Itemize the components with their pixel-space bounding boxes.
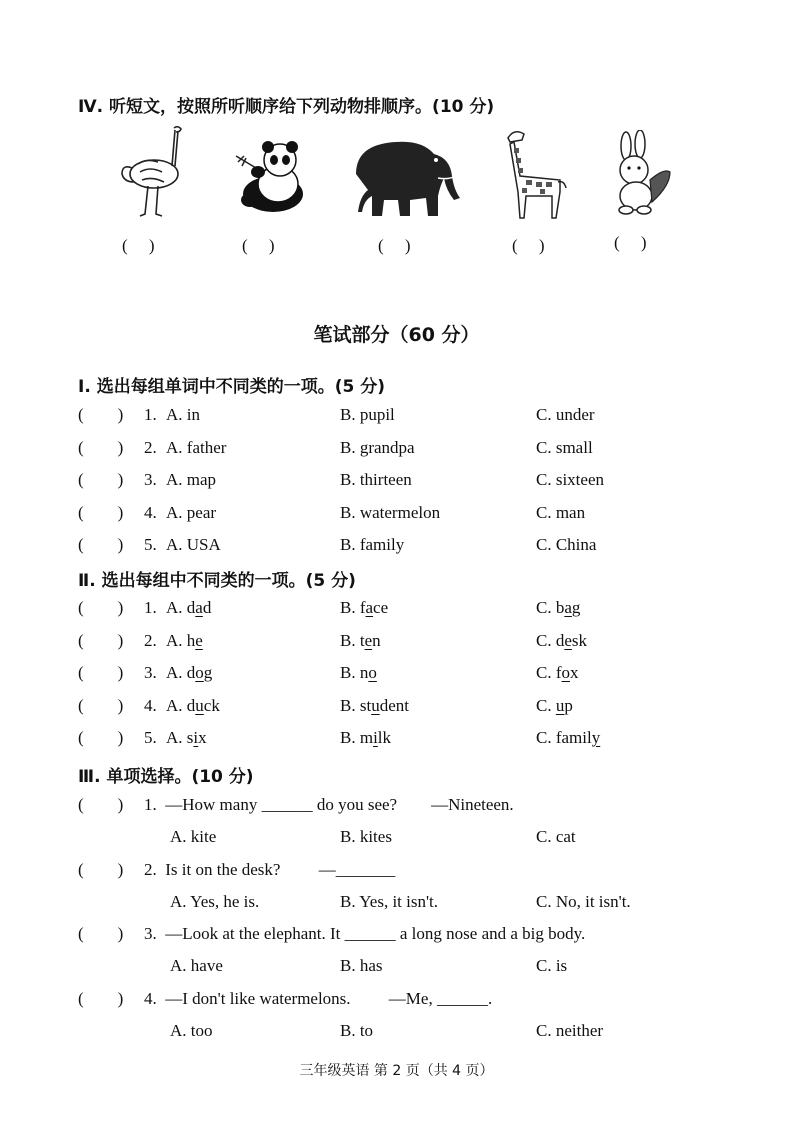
answer-bracket[interactable]: ( ) [78, 695, 124, 715]
option-suffix: lk [377, 728, 392, 747]
option-prefix: A. d [166, 663, 196, 682]
option-a [166, 728, 207, 748]
option-c [536, 598, 580, 618]
underlined-letter: y [591, 728, 601, 747]
option-suffix: g [571, 598, 581, 617]
underlined-letter: o [561, 663, 570, 682]
answer-blank-5[interactable]: ( ) [614, 233, 647, 252]
option-prefix: C. d [536, 630, 565, 650]
section2-row [78, 631, 718, 657]
option-prefix: B. t [340, 630, 365, 650]
option-b: B. to [340, 1020, 374, 1040]
option-c: C. man [536, 502, 586, 522]
option-b: B. pupil [340, 405, 395, 424]
section1-row [78, 503, 718, 529]
option-a: A. Yes, he is. [170, 891, 260, 911]
option-prefix: B. f [340, 598, 366, 617]
question-number: 4. [144, 695, 157, 715]
question-number: 3. [144, 663, 157, 682]
section3-options [78, 1021, 718, 1047]
answer-bracket[interactable]: ( ) [78, 470, 124, 489]
underlined-letter: u [555, 695, 565, 715]
section3-title: Ⅲ. 单项选择。(10 分) [78, 767, 254, 787]
listening-section-title: Ⅳ. 听短文，按照所听顺序给下列动物排顺序。(10 分) [78, 97, 495, 117]
ostrich-icon [112, 122, 192, 222]
option-prefix: C. famil [536, 728, 592, 747]
answer-bracket[interactable]: ( ) [78, 405, 124, 424]
underlined-letter: o [368, 663, 377, 682]
option-a: A. map [166, 470, 217, 489]
answer-bracket[interactable]: ( ) [78, 630, 124, 650]
option-c: C. cat [536, 827, 576, 846]
option-a: A. USA [166, 535, 221, 554]
option-b: B. grandpa [340, 437, 415, 457]
option-a [166, 663, 212, 683]
option-c: C. under [536, 405, 595, 424]
section2-row [78, 728, 718, 754]
section1-row [78, 438, 718, 464]
question-number: 5. [144, 728, 157, 747]
option-suffix: d [202, 598, 212, 617]
option-b: B. watermelon [340, 502, 441, 522]
option-a: A. kite [170, 827, 217, 846]
answer-bracket[interactable]: ( ) [78, 663, 124, 682]
option-c [536, 696, 573, 716]
option-c [536, 631, 587, 651]
question-number: 4. [144, 502, 157, 522]
option-c: C. No, it isn't. [536, 891, 631, 911]
option-prefix: A. s [166, 728, 194, 747]
section3-options [78, 892, 718, 918]
option-suffix: dent [379, 695, 409, 715]
option-a [166, 598, 211, 618]
question-text: 1. —How many ______ do you see? —Nineteen. [144, 795, 514, 814]
answer-bracket[interactable]: ( ) [78, 728, 124, 747]
answer-bracket[interactable]: ( ) [78, 988, 124, 1008]
option-b [340, 631, 381, 651]
option-prefix: A. d [166, 695, 196, 715]
underlined-letter: e [364, 630, 373, 650]
elephant-icon [346, 134, 466, 218]
section2-row [78, 598, 718, 624]
underlined-letter: i [193, 728, 199, 747]
answer-bracket[interactable]: ( ) [78, 924, 124, 943]
section2-row [78, 696, 718, 722]
underlined-letter: a [564, 598, 572, 617]
section2-title: Ⅱ. 选出每组中不同类的一项。(5 分) [78, 571, 356, 591]
option-a: A. in [166, 405, 200, 424]
option-b [340, 728, 391, 748]
option-a [166, 696, 220, 716]
answer-bracket[interactable]: ( ) [78, 795, 124, 814]
option-b: B. Yes, it isn't. [340, 891, 439, 911]
underlined-letter: a [365, 598, 374, 617]
option-a: A. father [166, 437, 227, 457]
option-suffix: sk [571, 630, 588, 650]
option-a: A. pear [166, 502, 217, 522]
option-b: B. thirteen [340, 470, 412, 489]
question-text: 3. —Look at the elephant. It ______ a long nose and a big body. [144, 924, 586, 943]
underlined-letter: u [371, 695, 380, 715]
option-suffix: g [203, 663, 213, 682]
section1-row [78, 470, 718, 496]
option-b [340, 598, 388, 618]
underlined-letter: e [195, 630, 203, 650]
section3-options [78, 827, 718, 853]
option-a: A. too [170, 1020, 213, 1040]
question-text: 4. —I don't like watermelons. —Me, ______. [144, 988, 493, 1008]
option-prefix: A. d [166, 598, 196, 617]
option-c: C. is [536, 956, 568, 975]
section1-title: Ⅰ. 选出每组单词中不同类的一项。(5 分) [78, 377, 385, 397]
option-c [536, 663, 579, 683]
option-c: C. small [536, 437, 593, 457]
option-prefix: B. m [340, 728, 374, 747]
underlined-letter: i [373, 728, 378, 747]
option-suffix: n [372, 630, 381, 650]
answer-blank-3[interactable]: ( ) [378, 236, 411, 255]
option-b [340, 696, 409, 716]
question-number: 2. [144, 630, 157, 650]
option-prefix: C. f [536, 663, 562, 682]
option-c [536, 728, 600, 748]
written-part-title: 笔试部分（60 分） [313, 324, 480, 346]
underlined-letter: o [195, 663, 204, 682]
question-number: 1. [144, 598, 157, 617]
section1-row [78, 535, 718, 561]
option-prefix: B. st [340, 695, 372, 715]
rabbit-icon [610, 130, 674, 216]
section3-options [78, 956, 718, 982]
answer-bracket[interactable]: ( ) [78, 535, 124, 554]
answer-bracket[interactable]: ( ) [78, 437, 124, 457]
answer-bracket[interactable]: ( ) [78, 598, 124, 617]
option-b: B. family [340, 535, 405, 554]
section1-row [78, 405, 718, 431]
option-suffix: p [564, 695, 573, 715]
question-number: 1. [144, 405, 157, 424]
option-prefix: A. h [166, 630, 196, 650]
option-suffix: ck [203, 695, 220, 715]
option-c: C. neither [536, 1020, 604, 1040]
question-text: 2. Is it on the desk? —_______ [144, 859, 396, 879]
option-prefix: C. b [536, 598, 565, 617]
option-suffix: x [198, 728, 207, 747]
question-number: 5. [144, 535, 157, 554]
section3-question [78, 989, 718, 1015]
underlined-letter: u [195, 695, 204, 715]
option-c: C. sixteen [536, 470, 604, 489]
section3-question [78, 860, 718, 886]
question-number: 3. [144, 470, 157, 489]
section2-row [78, 663, 718, 689]
answer-bracket[interactable]: ( ) [78, 859, 124, 879]
option-prefix: B. n [340, 663, 369, 682]
option-a: A. have [170, 956, 223, 975]
panda-icon [228, 138, 310, 214]
section3-question [78, 795, 718, 821]
answer-blank-1[interactable]: ( ) [122, 236, 155, 255]
underlined-letter: e [564, 630, 572, 650]
giraffe-icon [500, 126, 570, 222]
option-b: B. kites [340, 827, 392, 846]
option-suffix: ce [373, 598, 389, 617]
answer-blank-4[interactable]: ( ) [512, 236, 545, 255]
page-footer: 三年级英语 第 2 页（共 4 页） [299, 1063, 494, 1079]
question-number: 2. [144, 437, 157, 457]
answer-bracket[interactable]: ( ) [78, 502, 124, 522]
underlined-letter: a [195, 598, 203, 617]
option-a [166, 631, 203, 651]
option-prefix: C. [536, 695, 556, 715]
option-suffix: x [570, 663, 579, 682]
section3-question [78, 924, 718, 950]
option-c: C. China [536, 535, 597, 554]
option-b: B. has [340, 956, 383, 975]
option-b [340, 663, 377, 683]
answer-blank-2[interactable]: ( ) [242, 236, 275, 255]
